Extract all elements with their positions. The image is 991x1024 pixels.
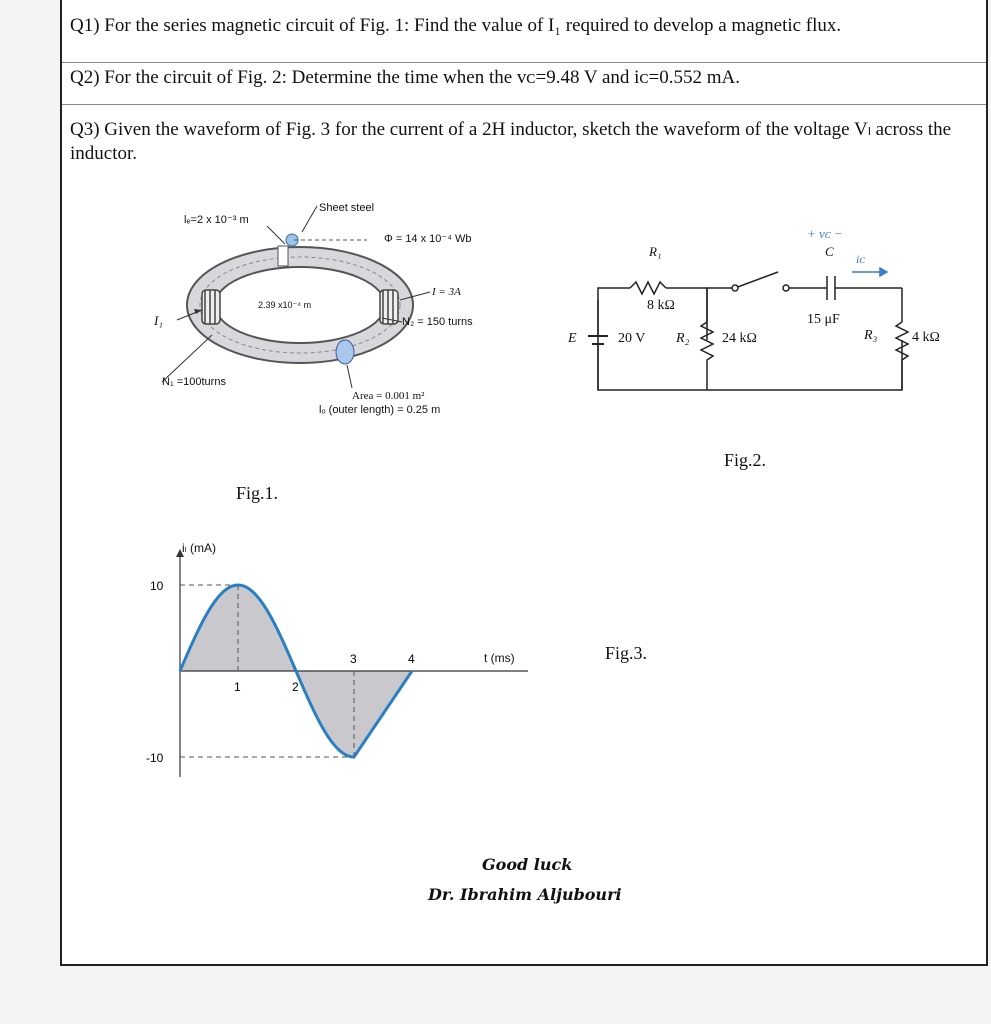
fig3-ylabel: iₗ (mA) [182, 541, 216, 555]
fig3-chart [62, 0, 990, 966]
fig1-material-label: Sheet steel [319, 202, 375, 214]
fig3-xtick-2: 2 [292, 680, 299, 694]
fig1-current-i: I = 3A [432, 286, 461, 298]
fig2-source-value: 20 V [618, 331, 646, 346]
fig3-xtick-4: 4 [408, 652, 415, 666]
fig1-flux-label: Φ = 14 x 10⁻⁴ Wb [384, 233, 472, 245]
fig2-r2-value: 24 kΩ [722, 331, 757, 346]
question-1: Q1) For the series magnetic circuit of Fig. 1: Find the value of I₁ required to develop a magnetic flux. [70, 15, 842, 36]
fig1-gap-length: lₑ=2 x 10⁻³ m [184, 214, 249, 226]
fig2-c-value: 15 μF [807, 312, 840, 327]
fig2-source-name: E [568, 331, 577, 346]
fig3-xlabel: t (ms) [484, 651, 515, 665]
exam-sheet [60, 0, 988, 966]
fig2-r1-name: R₁ [649, 244, 662, 259]
fig2-r2-name: R₂ [676, 331, 690, 346]
fig2-r3-value: 4 kΩ [912, 330, 940, 345]
question-2: Q2) For the circuit of Fig. 2: Determine the time when the vᴄ=9.48 V and iᴄ=0.552 mA. [70, 67, 741, 88]
fig1-inner-dim: 2.39 x10⁻⁴ m [258, 300, 312, 310]
fig1-outer-length: lₒ (outer length) = 0.25 m [319, 404, 441, 416]
fig1-area-label: Area = 0.001 m² [352, 390, 425, 402]
fig3-ytick-top: 10 [150, 579, 164, 593]
fig2-vc-label: + vᴄ − [807, 226, 843, 241]
signature-good-luck: Good luck [482, 855, 573, 874]
fig2-c-name: C [825, 244, 834, 259]
fig3-xtick-3: 3 [350, 652, 357, 666]
fig2-caption: Fig.2. [724, 450, 767, 470]
question-3: Q3) Given the waveform of Fig. 3 for the current of a 2H inductor, sketch the waveform of the voltage Vₗ across the inductor. [70, 119, 952, 164]
fig1-caption: Fig.1. [236, 483, 279, 503]
fig1-i1-label: I₁ [154, 313, 163, 328]
signature-author: Dr. Ibrahim Aljubouri [428, 885, 622, 904]
fig1-n1-label: N₁ =100turns [162, 376, 226, 388]
fig3-xtick-1: 1 [234, 680, 241, 694]
fig2-ic-label: iᴄ [856, 252, 865, 266]
fig2-r3-name: R₃ [864, 328, 878, 343]
fig2-r1-value: 8 kΩ [647, 298, 675, 313]
fig3-caption: Fig.3. [605, 643, 648, 663]
fig3-ytick-bottom: -10 [146, 751, 164, 765]
fig1-n2-label: N₂ = 150 turns [402, 316, 473, 328]
